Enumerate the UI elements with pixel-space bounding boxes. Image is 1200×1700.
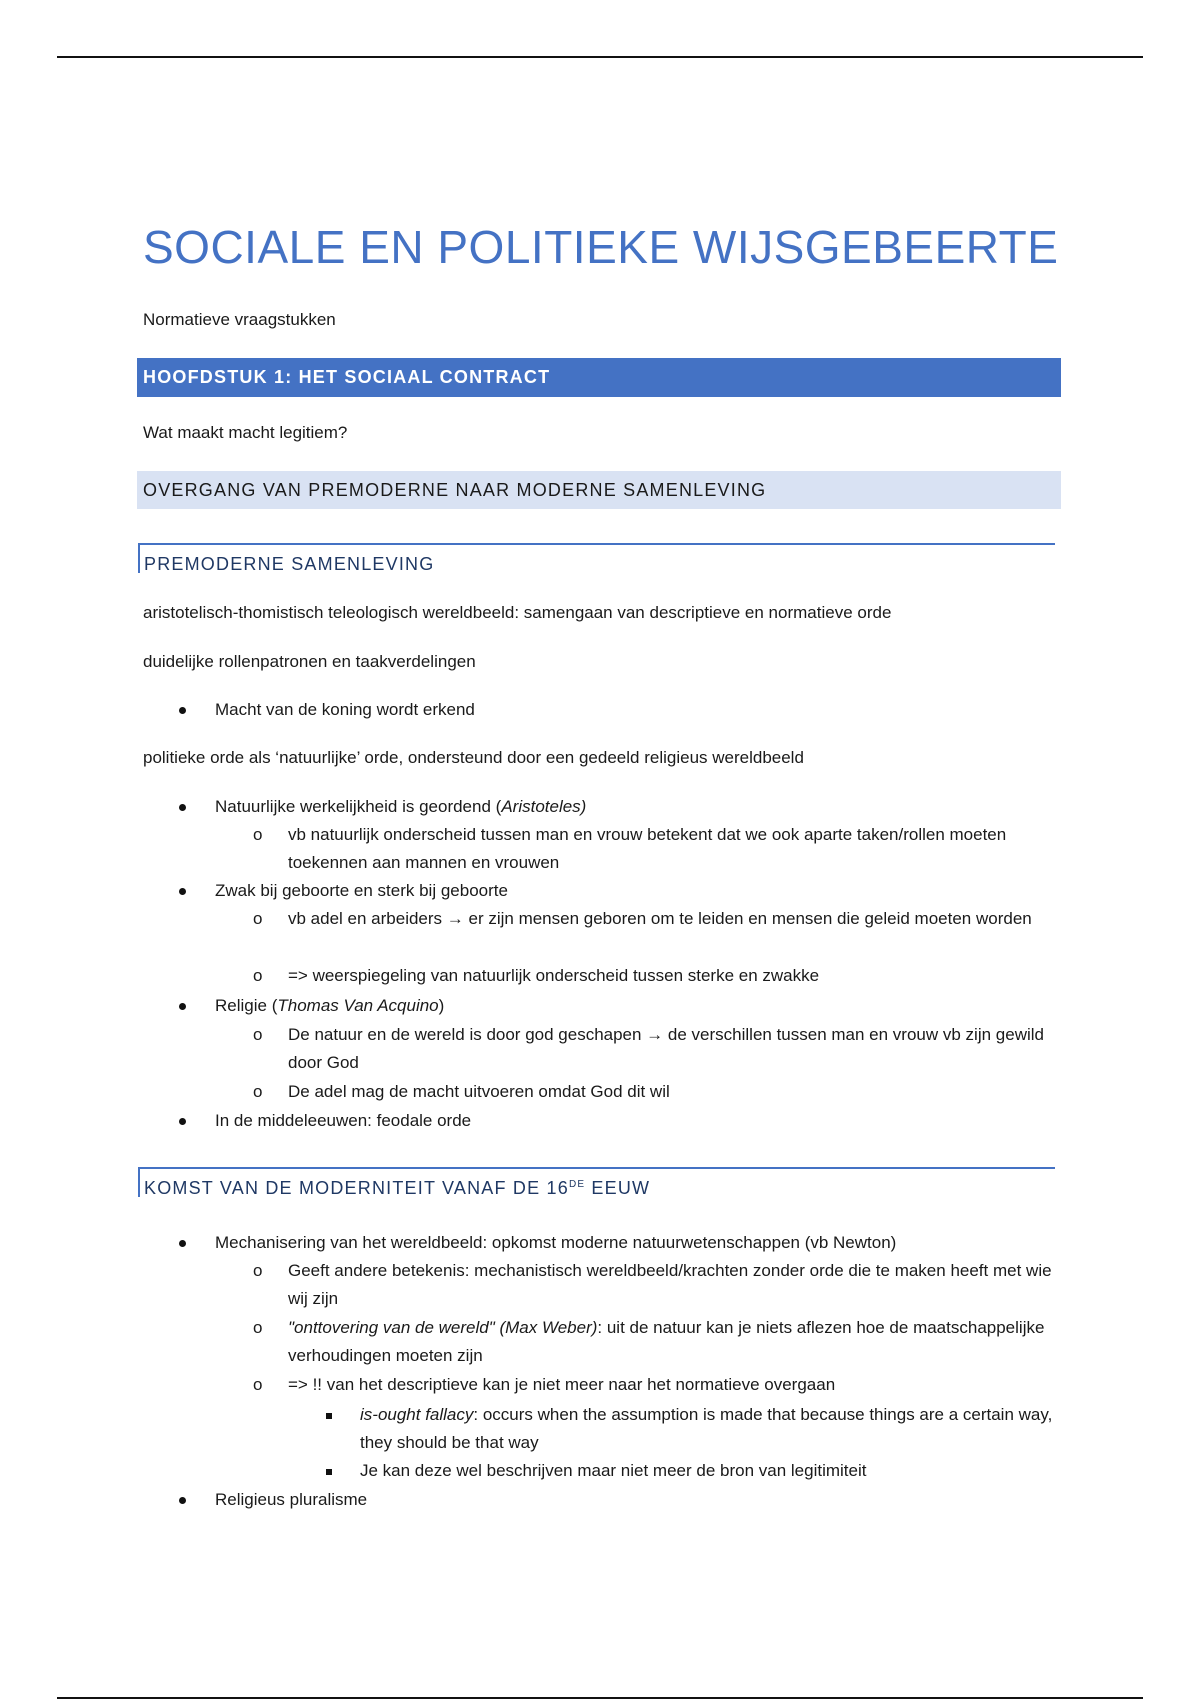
list-item: is-ought fallacy: occurs when the assumption is made that because things are a certain way, they should be that way bbox=[360, 1405, 1053, 1452]
list-item: Zwak bij geboorte en sterk bij geboorte bbox=[215, 881, 508, 900]
sub-bullet-icon: o bbox=[253, 825, 263, 844]
sub-bullet-icon: o bbox=[253, 1082, 263, 1101]
sub-bullet-icon: o bbox=[253, 1375, 263, 1394]
list-item: Macht van de koning wordt erkend bbox=[215, 700, 475, 719]
bullet-icon bbox=[179, 1486, 186, 1514]
section-heading: OVERGANG VAN PREMODERNE NAAR MODERNE SAMENLEVING bbox=[137, 471, 1061, 509]
paragraph: duidelijke rollenpatronen en taakverdelingen bbox=[143, 652, 476, 671]
sub-bullet-icon: o bbox=[253, 1318, 263, 1337]
top-rule bbox=[57, 56, 1143, 58]
list-item: In de middeleeuwen: feodale orde bbox=[215, 1111, 472, 1130]
sub-bullet-icon: o bbox=[253, 909, 263, 928]
document-title: SOCIALE EN POLITIEKE WIJSGEBEERTE bbox=[143, 221, 1059, 273]
bullet-icon bbox=[179, 793, 186, 821]
sub-bullet-icon: o bbox=[253, 1025, 263, 1044]
list-item: Je kan deze wel beschrijven maar niet meer de bron van legitimiteit bbox=[360, 1461, 867, 1480]
list-item: De natuur en de wereld is door god geschapen → de verschillen tussen man en vrouw vb zijn gewild door God bbox=[288, 1025, 1044, 1072]
bullet-icon bbox=[179, 1229, 186, 1257]
list-item: "onttovering van de wereld" (Max Weber): uit de natuur kan je niets aflezen hoe de maatschappelijke verhoudingen moeten zijn bbox=[288, 1318, 1045, 1365]
paragraph: aristotelisch-thomistisch teleologisch wereldbeeld: samengaan van descriptieve en normatieve orde bbox=[143, 603, 892, 622]
list-item: => weerspiegeling van natuurlijk onderscheid tussen sterke en zwakke bbox=[288, 966, 820, 985]
list-item: Religieus pluralisme bbox=[215, 1490, 368, 1509]
list-item: Religie (Thomas Van Acquino) bbox=[215, 996, 445, 1015]
bullet-icon bbox=[179, 877, 186, 905]
sub-bullet-icon: o bbox=[253, 1261, 263, 1280]
list-item: De adel mag de macht uitvoeren omdat God dit wil bbox=[288, 1082, 670, 1101]
list-item: vb natuurlijk onderscheid tussen man en vrouw betekent dat we ook aparte taken/rollen moeten toekennen aan mannen en vrouwen bbox=[288, 825, 1007, 872]
square-bullet-icon bbox=[326, 1401, 332, 1429]
bullet-icon bbox=[179, 1107, 186, 1135]
bullet-icon bbox=[179, 696, 186, 724]
chapter-heading: HOOFDSTUK 1: HET SOCIAAL CONTRACT bbox=[137, 358, 1061, 397]
list-item: Natuurlijke werkelijkheid is geordend (Aristoteles) bbox=[215, 797, 587, 816]
list-item: Geeft andere betekenis: mechanistisch wereldbeeld/krachten zonder orde die te maken heeft met wie wij zijn bbox=[288, 1261, 1052, 1308]
list-item: vb adel en arbeiders → er zijn mensen geboren om te leiden en mensen die geleid moeten worden bbox=[288, 909, 1032, 928]
sub-bullet-icon: o bbox=[253, 966, 263, 985]
subtitle: Normatieve vraagstukken bbox=[143, 310, 336, 329]
chapter-question: Wat maakt macht legitiem? bbox=[143, 423, 348, 442]
square-bullet-icon bbox=[326, 1457, 332, 1485]
bottom-rule bbox=[57, 1697, 1143, 1699]
list-item: Mechanisering van het wereldbeeld: opkomst moderne natuurwetenschappen (vb Newton) bbox=[215, 1233, 897, 1252]
bullet-icon bbox=[179, 992, 186, 1020]
subsection-heading-premodern: PREMODERNE SAMENLEVING bbox=[138, 543, 1055, 573]
paragraph: politieke orde als ‘natuurlijke’ orde, ondersteund door een gedeeld religieus wereldbeeld bbox=[143, 748, 804, 767]
list-item: => !! van het descriptieve kan je niet meer naar het normatieve overgaan bbox=[288, 1375, 836, 1394]
subsection-heading-modernity: KOMST VAN DE MODERNITEIT VANAF DE 16DE EEUW bbox=[138, 1167, 1055, 1197]
